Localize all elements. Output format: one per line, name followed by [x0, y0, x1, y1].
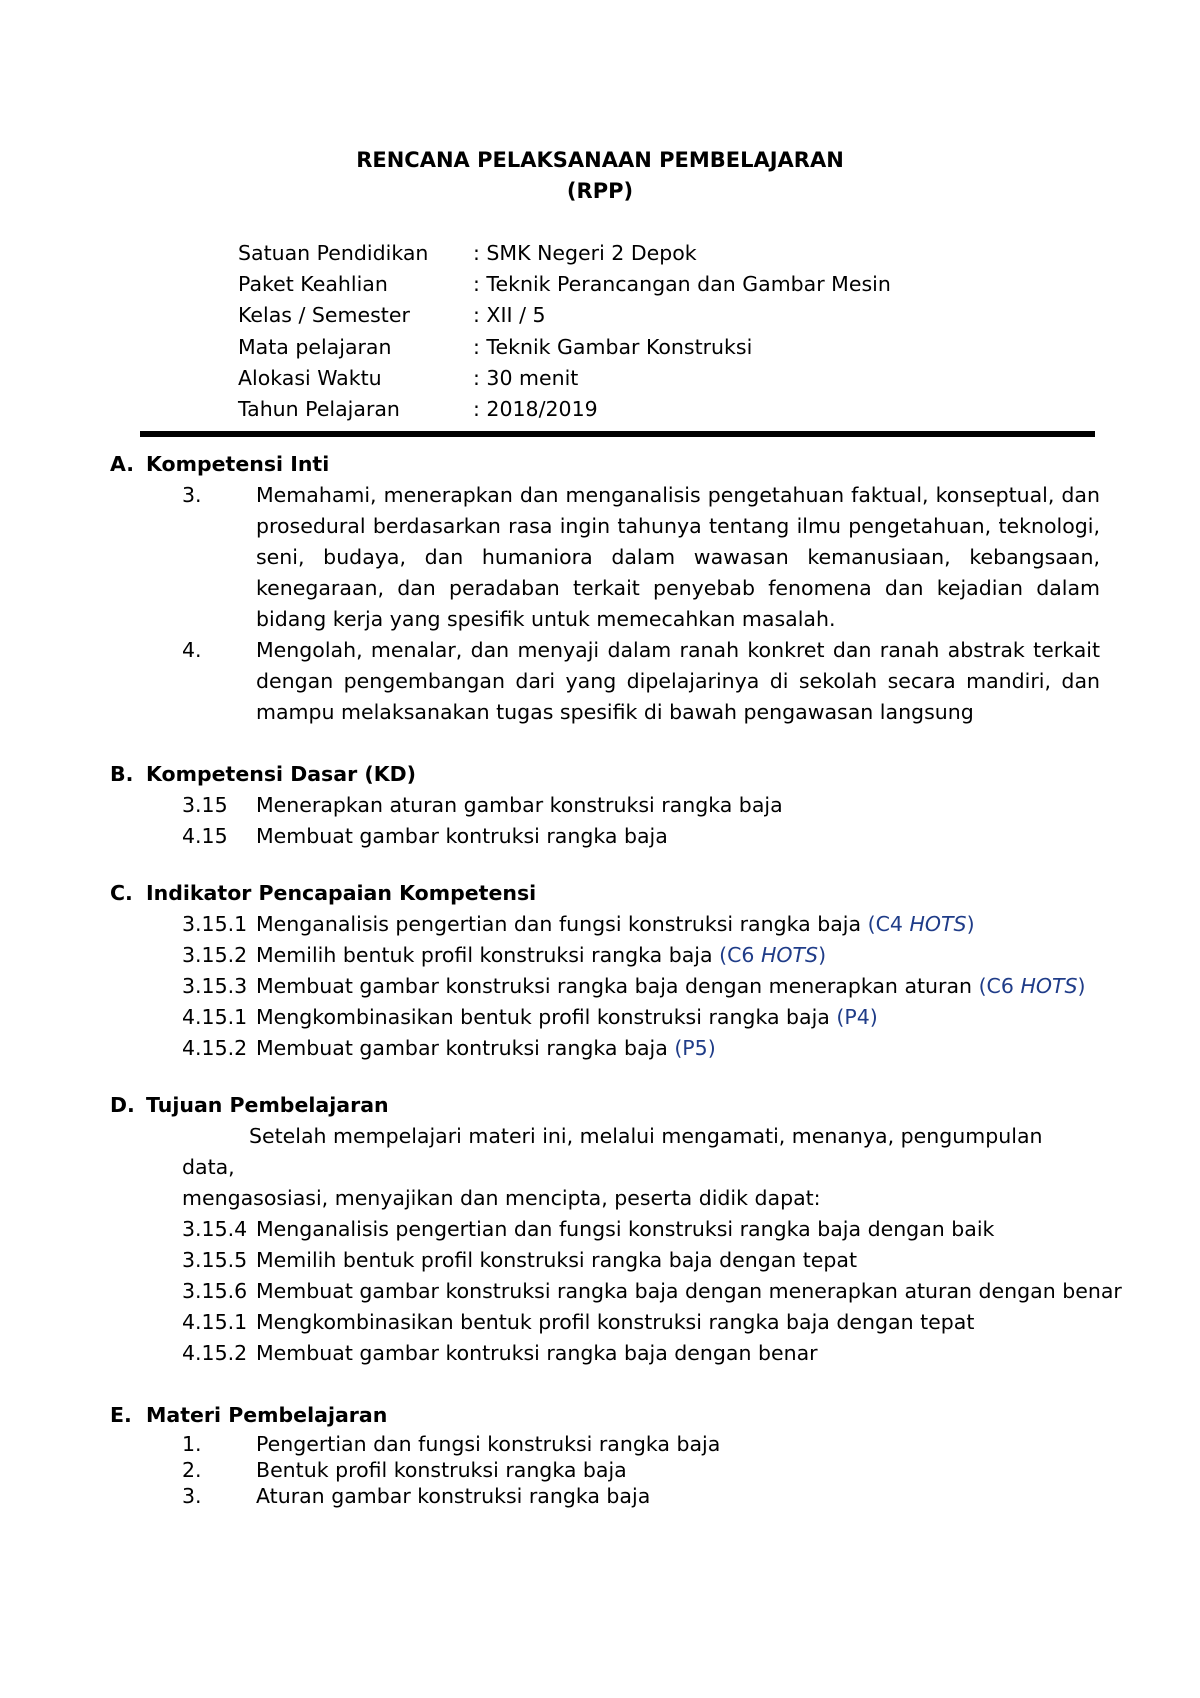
list-item	[110, 790, 1100, 821]
section-title: Materi Pembelajaran	[146, 1403, 388, 1427]
identity-row	[238, 332, 891, 363]
item-number: 3.15.1	[182, 912, 248, 936]
section-letter: A.	[110, 452, 135, 476]
section-e-heading	[110, 1400, 1100, 1431]
identity-row	[238, 269, 891, 300]
identity-row	[238, 394, 891, 425]
identity-label: Alokasi Waktu	[238, 365, 382, 390]
section-letter: E.	[110, 1403, 132, 1427]
item-number: 3.15.2	[182, 943, 248, 967]
identity-label: Tahun Pelajaran	[238, 396, 400, 421]
item-text: Memilih bentuk profil konstruksi rangka baja	[256, 943, 713, 967]
identity-label: Mata pelajaran	[238, 334, 392, 359]
section-b-heading	[110, 759, 1100, 790]
item-number: 4.15.1	[182, 1005, 248, 1029]
section-title: Indikator Pencapaian Kompetensi	[146, 881, 537, 905]
list-item	[110, 1457, 1100, 1483]
item-text: Menganalisis pengertian dan fungsi konstruksi rangka baja dengan baik	[256, 1217, 995, 1241]
item-number: 4.15.2	[182, 1341, 248, 1365]
list-item	[110, 1033, 1100, 1064]
identity-value: : Teknik Perancangan dan Gambar Mesin	[473, 272, 891, 297]
item-text: Membuat gambar konstruksi rangka baja dengan menerapkan aturan	[256, 974, 973, 998]
identity-value: : 2018/2019	[473, 396, 598, 421]
item-number: 3.15.3	[182, 974, 248, 998]
identity-table	[238, 238, 891, 425]
item-number: 3.	[182, 483, 202, 507]
list-item	[110, 971, 1100, 1002]
item-text: Mengolah, menalar, dan menyaji dalam ranah konkret dan ranah abstrak terkait dengan pengembangan dari yang dipelajarinya di sekolah secara mandiri, dan mampu melaksanakan tugas spesifik di bawah pengawasan langsung	[256, 638, 1100, 724]
item-text: Mengkombinasikan bentuk profil konstruksi rangka baja	[256, 1005, 830, 1029]
document-title: RENCANA PELAKSANAAN PEMBELAJARAN	[356, 148, 844, 172]
item-text: Pengertian dan fungsi konstruksi rangka baja	[256, 1432, 721, 1456]
identity-label: Paket Keahlian	[238, 272, 388, 297]
item-number: 4.15	[182, 824, 228, 848]
identity-label: Satuan Pendidikan	[238, 241, 429, 265]
list-item	[110, 940, 1100, 971]
item-number: 3.15.5	[182, 1248, 248, 1272]
identity-label: Kelas / Semester	[238, 303, 410, 328]
item-text: Mengkombinasikan bentuk profil konstruksi rangka baja dengan tepat	[256, 1310, 975, 1334]
item-number: 4.15.1	[182, 1310, 248, 1334]
item-text: Menerapkan aturan gambar konstruksi rangka baja	[256, 793, 783, 817]
section-d-intro-cont: mengasosiasi, menyajikan dan mencipta, peserta didik dapat:	[182, 1186, 821, 1210]
item-text: Membuat gambar konstruksi rangka baja dengan menerapkan aturan dengan benar	[256, 1279, 1122, 1303]
identity-row	[238, 300, 891, 331]
identity-value: : XII / 5	[473, 303, 546, 328]
section-title: Kompetensi Dasar (KD)	[146, 762, 416, 786]
list-item	[110, 1002, 1100, 1033]
identity-value: : Teknik Gambar Konstruksi	[473, 334, 753, 359]
item-number: 3.15.4	[182, 1217, 248, 1241]
list-item	[110, 821, 1100, 852]
section-title: Tujuan Pembelajaran	[146, 1093, 389, 1117]
item-text: Membuat gambar kontruksi rangka baja dengan benar	[256, 1341, 818, 1365]
identity-value: : SMK Negeri 2 Depok	[473, 241, 697, 265]
level-tag: (C4 HOTS)	[867, 912, 975, 936]
level-tag: (C6 HOTS)	[978, 974, 1086, 998]
list-item	[110, 1214, 1100, 1245]
section-letter: C.	[110, 881, 133, 905]
identity-row	[238, 238, 891, 269]
item-number: 3.15.6	[182, 1279, 248, 1303]
section-letter: D.	[110, 1093, 135, 1117]
section-d-heading	[110, 1090, 1100, 1121]
header-divider	[140, 431, 1095, 437]
document-subtitle: (RPP)	[566, 179, 634, 203]
item-number: 3.15	[182, 793, 228, 817]
list-item	[110, 480, 1100, 635]
item-text: Aturan gambar konstruksi rangka baja	[256, 1484, 651, 1508]
section-letter: B.	[110, 762, 134, 786]
level-tag: (C6 HOTS)	[719, 943, 827, 967]
section-c-heading	[110, 878, 1100, 909]
list-item	[110, 635, 1100, 728]
list-item	[110, 909, 1100, 940]
item-number: 1.	[182, 1432, 202, 1456]
item-number: 4.15.2	[182, 1036, 248, 1060]
item-text: Membuat gambar kontruksi rangka baja	[256, 1036, 668, 1060]
identity-value: : 30 menit	[473, 365, 579, 390]
list-item	[110, 1338, 1100, 1369]
item-text: Memahami, menerapkan dan menganalisis pengetahuan faktual, konseptual, dan prosedural berdasarkan rasa ingin tahunya tentang ilmu pengetahuan, teknologi, seni, budaya, dan humaniora dalam wawasan kemanusiaan, kebangsaan, kenegaraan, dan peradaban terkait penyebab fenomena dan kejadian dalam bidang kerja yang spesifik untuk memecahkan masalah.	[256, 483, 1100, 631]
list-item	[110, 1245, 1100, 1276]
section-title: Kompetensi Inti	[146, 452, 330, 476]
level-tag: (P4)	[836, 1005, 878, 1029]
list-item	[110, 1483, 1100, 1509]
section-a-heading	[110, 449, 1100, 480]
item-number: 4.	[182, 638, 202, 662]
identity-row	[238, 363, 891, 394]
section-d-intro: Setelah mempelajari materi ini, melalui mengamati, menanya, pengumpulan data,	[182, 1124, 1043, 1179]
item-text: Membuat gambar kontruksi rangka baja	[256, 824, 668, 848]
item-text: Bentuk profil konstruksi rangka baja	[256, 1458, 627, 1482]
list-item	[110, 1431, 1100, 1457]
list-item	[110, 1276, 1122, 1307]
item-text: Menganalisis pengertian dan fungsi konstruksi rangka baja	[256, 912, 862, 936]
item-number: 2.	[182, 1458, 202, 1482]
document-body	[110, 449, 1122, 1509]
item-text: Memilih bentuk profil konstruksi rangka baja dengan tepat	[256, 1248, 858, 1272]
item-number: 3.	[182, 1484, 202, 1508]
level-tag: (P5)	[674, 1036, 716, 1060]
list-item	[110, 1307, 1100, 1338]
